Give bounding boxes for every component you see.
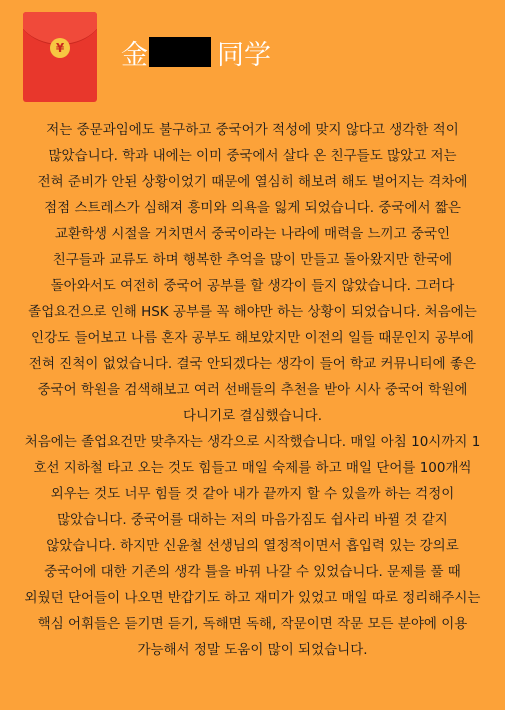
paragraph-1 <box>8 117 497 429</box>
text-line: 많았습니다. 중국어를 대하는 저의 마음가짐도 쉽사리 바뀔 것 같지 <box>57 512 448 528</box>
paragraph-2 <box>8 429 497 663</box>
text-line: 호선 지하철 타고 오는 것도 힘들고 매일 숙제를 하고 매일 단어를 100개씩 <box>33 460 472 476</box>
red-envelope-icon <box>23 12 97 102</box>
text-line: 전혀 진척이 없었습니다. 결국 안되겠다는 생각이 들어 학교 커뮤니티에 좋은 <box>28 356 477 372</box>
testimonial-text <box>8 117 497 663</box>
text-line: 인강도 들어보고 나름 혼자 공부도 해보았지만 이전의 일들 때문인지 공부에 <box>31 330 474 346</box>
text-line: 돌아와서도 여전히 중국어 공부를 할 생각이 들지 않았습니다. 그러다 <box>50 278 455 294</box>
text-line: 핵심 어휘들은 듣기면 듣기, 독해면 독해, 작문이면 작문 모든 분야에 이용 <box>37 616 468 632</box>
text-line: 중국어에 대한 기존의 생각 틀을 바꿔 나갈 수 있었습니다. 문제를 풀 때 <box>44 564 461 580</box>
text-line: 전혀 준비가 안된 상황이었기 때문에 열심히 해보려 해도 벌어지는 격차에 <box>37 174 468 190</box>
text-line: 졸업요건으로 인해 HSK 공부를 꼭 해야만 하는 상황이 되었습니다. 처음에는 <box>28 304 477 320</box>
name-suffix: 同学 <box>217 39 271 71</box>
text-line: 않았습니다. 하지만 신윤철 선생님의 열정적이면서 흡입력 있는 강의로 <box>46 538 459 554</box>
student-name-title <box>121 32 271 72</box>
text-line: 교환학생 시절을 거치면서 중국이라는 나라에 매력을 느끼고 중국인 <box>54 226 451 242</box>
yen-coin-icon: ¥ <box>50 38 70 58</box>
name-redaction <box>149 37 211 67</box>
text-line: 외웠던 단어들이 나오면 반갑기도 하고 재미가 있었고 매일 따로 정리해주시는 <box>24 590 481 606</box>
text-line: 다니기로 결심했습니다. <box>183 408 322 424</box>
text-line: 친구들과 교류도 하며 행복한 추억을 많이 만들고 돌아왔지만 한국에 <box>52 252 453 268</box>
header <box>0 0 505 108</box>
text-line: 많았습니다. 학과 내에는 이미 중국에서 살다 온 친구들도 많았고 저는 <box>48 148 457 164</box>
name-prefix: 金 <box>121 39 148 71</box>
text-line: 외우는 것도 너무 힘들 것 같아 내가 끝까지 할 수 있을까 하는 걱정이 <box>50 486 455 502</box>
text-line: 점점 스트레스가 심해져 흥미와 의욕을 잃게 되었습니다. 중국에서 짧은 <box>44 200 461 216</box>
text-line: 처음에는 졸업요건만 맞추자는 생각으로 시작했습니다. 매일 아침 10시까지 1 <box>24 434 481 450</box>
text-line: 저는 중문과임에도 불구하고 중국어가 적성에 맞지 않다고 생각한 적이 <box>46 122 459 138</box>
text-line: 가능해서 정말 도움이 많이 되었습니다. <box>137 642 368 658</box>
text-line: 중국어 학원을 검색해보고 여러 선배들의 추천을 받아 시사 중국어 학원에 <box>37 382 468 398</box>
